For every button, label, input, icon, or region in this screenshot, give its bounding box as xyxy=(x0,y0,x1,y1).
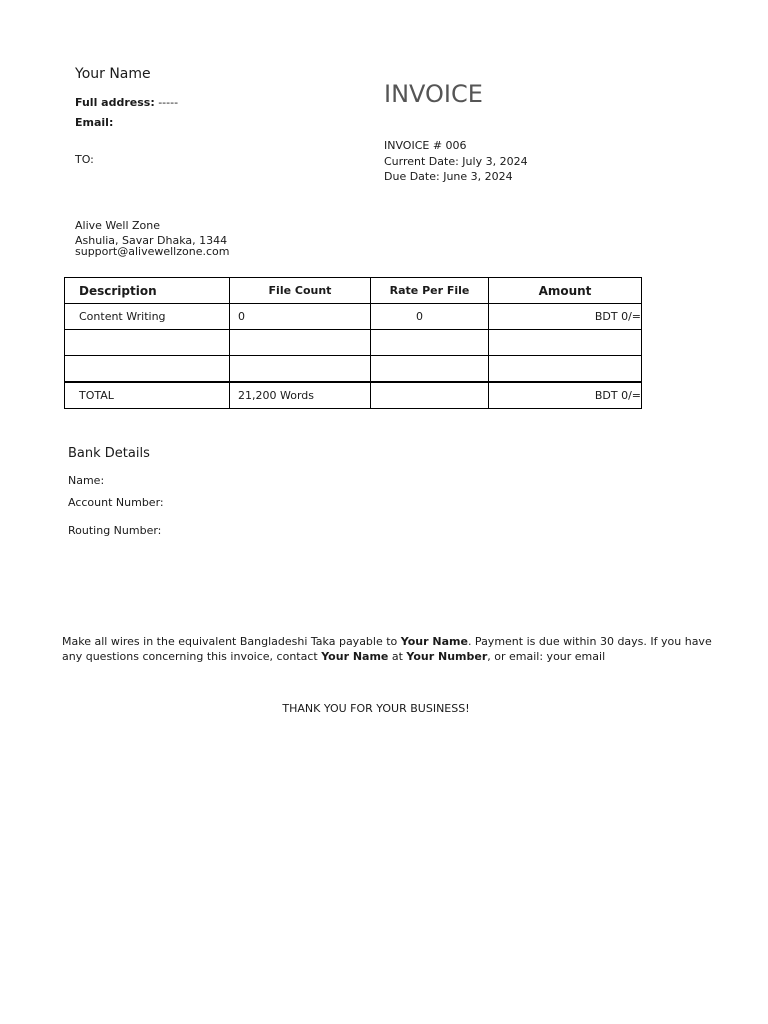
address-value: ----- xyxy=(154,96,179,109)
client-name: Alive Well Zone xyxy=(75,219,161,232)
invoice-number: INVOICE # 006 xyxy=(384,139,467,152)
cell-file-count xyxy=(230,356,371,383)
sender-address xyxy=(75,96,178,109)
header-rate-per-file: Rate Per File xyxy=(371,278,489,304)
table-row xyxy=(65,330,642,356)
cell-rate xyxy=(371,356,489,383)
cell-rate xyxy=(371,330,489,356)
table-total-row xyxy=(65,382,642,409)
cell-amount xyxy=(489,330,642,356)
total-rate xyxy=(371,382,489,409)
table-row xyxy=(65,356,642,383)
invoice-title: INVOICE xyxy=(384,80,483,108)
cell-amount: BDT 0/= xyxy=(489,304,642,330)
invoice-table xyxy=(64,277,642,409)
address-label: Full address: xyxy=(75,96,155,109)
total-label: TOTAL xyxy=(65,382,230,409)
table-header-row xyxy=(65,278,642,304)
cell-file-count xyxy=(230,330,371,356)
bank-name-label: Name: xyxy=(68,474,105,487)
contact-name: Your Name xyxy=(321,650,389,663)
total-amount: BDT 0/= xyxy=(489,382,642,409)
header-description: Description xyxy=(65,278,230,304)
to-label: TO: xyxy=(75,153,94,166)
note-text: . Payment is due within 30 days. If you have xyxy=(467,635,712,648)
current-date: Current Date: July 3, 2024 xyxy=(384,155,528,168)
contact-number: Your Number xyxy=(406,650,488,663)
header-file-count: File Count xyxy=(230,278,371,304)
payment-note xyxy=(62,634,712,664)
cell-description xyxy=(65,330,230,356)
note-text: , or email: your email xyxy=(487,650,606,663)
cell-file-count: 0 xyxy=(230,304,371,330)
due-date: Due Date: June 3, 2024 xyxy=(384,170,513,183)
cell-description: Content Writing xyxy=(65,304,230,330)
bank-details-heading: Bank Details xyxy=(68,446,150,461)
table-row xyxy=(65,304,642,330)
total-file-count: 21,200 Words xyxy=(230,382,371,409)
cell-description xyxy=(65,356,230,383)
routing-number-label: Routing Number: xyxy=(68,524,162,537)
account-number-label: Account Number: xyxy=(68,496,164,509)
thank-you-message: THANK YOU FOR YOUR BUSINESS! xyxy=(282,702,470,715)
client-email: support@alivewellzone.com xyxy=(75,245,230,258)
cell-rate: 0 xyxy=(371,304,489,330)
client-address: Ashulia, Savar Dhaka, 1344 xyxy=(75,234,228,247)
header-amount: Amount xyxy=(489,278,642,304)
payee-name: Your Name xyxy=(400,635,468,648)
sender-name: Your Name xyxy=(75,66,151,82)
cell-amount xyxy=(489,356,642,383)
note-text: at xyxy=(388,650,407,663)
note-text: any questions concerning this invoice, contact xyxy=(62,650,322,663)
sender-email-label: Email: xyxy=(75,116,114,129)
note-text: Make all wires in the equivalent Bangladeshi Taka payable to xyxy=(62,635,401,648)
